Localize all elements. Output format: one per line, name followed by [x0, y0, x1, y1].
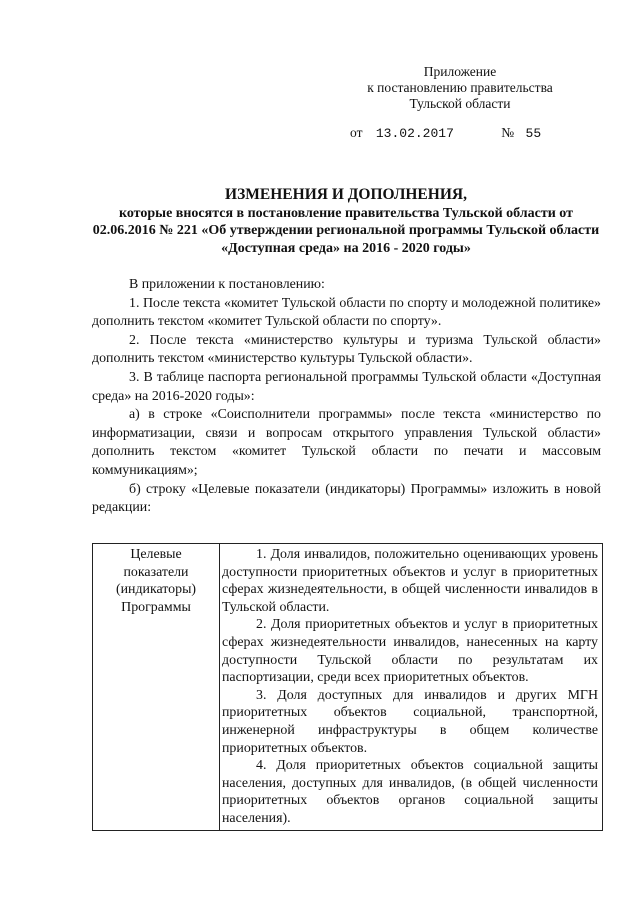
indicator-item: 3. Доля доступных для инвалидов и других МГН приоритетных объектов социальной, транспортной, инженерной инфраструктуры в общем количестве приоритетных объектов. — [222, 687, 598, 756]
indicator-item: 1. Доля инвалидов, положительно оценивающих уровень доступности приоритетных объектов и услуг в приоритетных сферах жизнедеятельности, в общей численности инвалидов в Тульской области. — [222, 547, 598, 615]
paragraph: В приложении к постановлению: — [129, 277, 325, 292]
appendix-line: к постановлению правительства — [367, 80, 553, 95]
paragraph: 1. После текста «комитет Тульской области по спорту и молодежной политике» дополнить текстом «комитет Тульской области по спорту». — [92, 295, 601, 330]
document-title — [90, 186, 602, 257]
indicator-item: 4. Доля приоритетных объектов социальной защиты населения, доступных для инвалидов, (в общей численности приоритетных объектов органов социальной защиты населения). — [222, 758, 598, 826]
paragraph: 2. После текста «министерство культуры и туризма Тульской области» дополнить текстом «министерство культуры Тульской области». — [92, 332, 601, 367]
appendix-line: Приложение — [423, 64, 497, 79]
appendix-header — [350, 64, 570, 112]
paragraph: 3. В таблице паспорта региональной программы Тульской области «Доступная среда» на 2016-2020 годы»: — [92, 369, 601, 404]
table-row — [93, 544, 603, 831]
paragraph: а) в строке «Соисполнители программы» после текста «министерство по информатизации, связи и вопросам открытого управления Тульской области» дополнить текстом «комитет Тульской области по печати и массовым коммуникациям»; — [92, 407, 601, 478]
table-label-cell: Целевые показатели (индикаторы) Программы — [93, 544, 220, 831]
target-indicators-table — [92, 543, 603, 831]
decree-date: 13.02.2017 — [375, 126, 454, 141]
decree-number: 55 — [525, 126, 542, 141]
number-sign: № — [501, 125, 515, 140]
from-label: от — [350, 125, 363, 140]
indicator-item: 2. Доля приоритетных объектов и услуг в приоритетных сферах жизнедеятельности инвалидов, нанесенных на карту доступности Тульской области по результатам их паспортизации, среди всех приоритетных объектов. — [222, 617, 598, 686]
document-body — [92, 276, 601, 518]
table-content-cell — [220, 544, 603, 831]
decree-date-number — [350, 125, 590, 141]
paragraph: б) строку «Целевые показатели (индикаторы) Программы» изложить в новой редакции: — [92, 481, 601, 516]
title-heading: ИЗМЕНЕНИЯ И ДОПОЛНЕНИЯ, — [225, 186, 467, 203]
title-subheading: которые вносятся в постановление правительства Тульской области от 02.06.2016 № 221 «Об утверждении региональной программы Тульской области «Доступная среда» на 2016 - 2020 годы» — [92, 205, 600, 256]
appendix-line: Тульской области — [409, 96, 511, 111]
